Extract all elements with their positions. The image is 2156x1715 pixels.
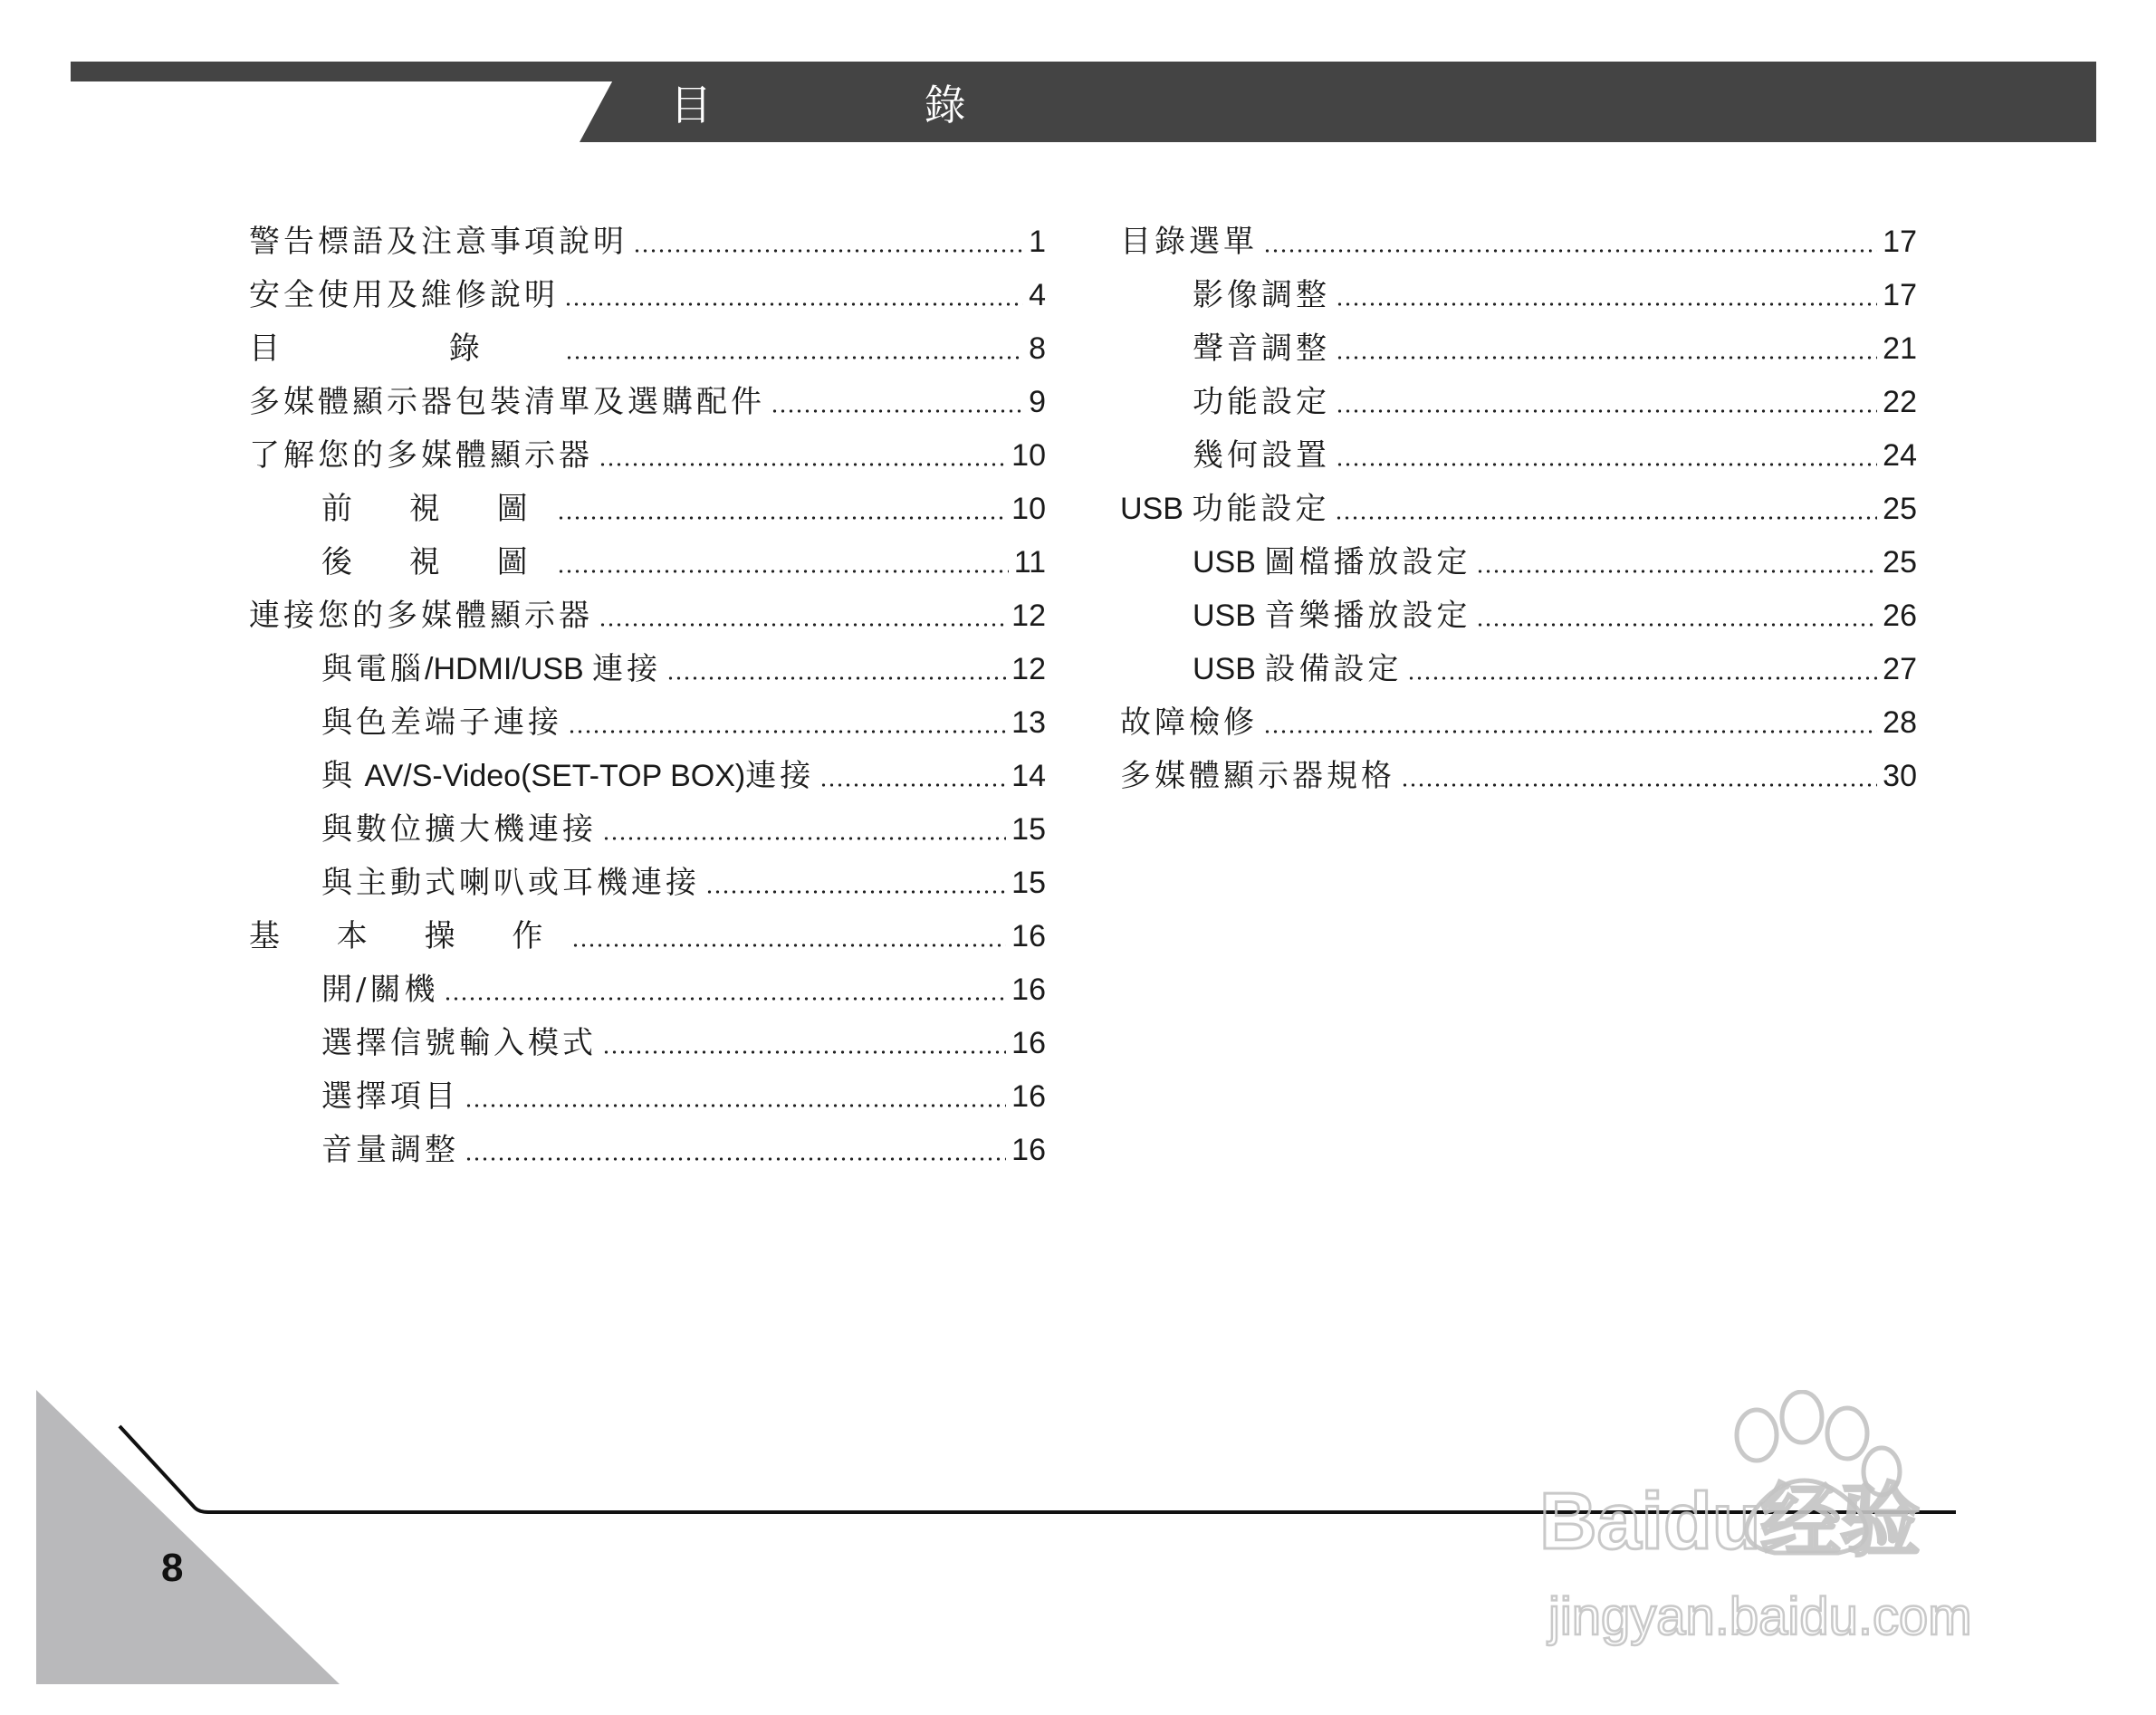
toc-leader-dots (1401, 783, 1877, 787)
toc-entry (249, 529, 1046, 582)
toc-entry-page: 17 (1883, 278, 1917, 312)
toc-entry-page: 1 (1029, 225, 1046, 259)
toc-entry-label: 安全使用及維修說明 (249, 277, 559, 313)
toc-leader-dots (1336, 463, 1877, 466)
toc-entry-label: USB 設備設定 (1193, 651, 1403, 687)
toc-entry-page: 14 (1011, 759, 1046, 793)
toc-leader-dots (1263, 730, 1877, 733)
toc-leader-dots (602, 837, 1006, 840)
watermark-logo-text: Baidu经验 (1539, 1476, 1921, 1566)
toc-entry (249, 475, 1046, 529)
toc-entry-page: 21 (1883, 331, 1917, 366)
toc-entry (249, 208, 1046, 262)
toc-entry-page: 12 (1011, 599, 1046, 633)
toc-leader-dots (1263, 249, 1877, 253)
toc-leader-dots (1407, 676, 1877, 680)
toc-entry-label: 多媒體顯示器規格 (1120, 758, 1395, 794)
toc-entry (1120, 422, 1917, 475)
toc-entry-label: 功能設定 (1193, 384, 1330, 420)
toc-entry-label: 選擇信號輸入模式 (321, 1025, 597, 1061)
toc-label-latin-run: USB (1193, 599, 1265, 633)
toc-entry-label: 聲音調整 (1193, 331, 1330, 367)
toc-leader-dots (633, 249, 1023, 253)
toc-entry-label: 了解您的多媒體顯示器 (249, 437, 593, 474)
toc-leader-dots (771, 409, 1023, 413)
header-accent-bar (71, 62, 650, 81)
toc-entry-label: 與主動式喇叭或耳機連接 (321, 865, 700, 901)
toc-entry (1120, 315, 1917, 369)
toc-leader-dots (465, 1157, 1006, 1161)
toc-entry-page: 4 (1029, 278, 1046, 312)
toc-entry (249, 956, 1046, 1010)
toc-entry (1120, 369, 1917, 422)
toc-leader-dots (1336, 356, 1877, 359)
toc-entry-page: 9 (1029, 385, 1046, 419)
toc-entry (249, 315, 1046, 369)
toc-entry-label: 開/關機 (321, 972, 439, 1008)
page-number: 8 (161, 1546, 184, 1590)
toc-label-latin-run: AV/S-Video(SET-TOP BOX) (356, 759, 746, 793)
toc-label-latin-run: USB (1193, 545, 1265, 580)
toc-leader-dots (599, 463, 1006, 466)
toc-leader-dots (465, 1104, 1006, 1107)
toc-entry (249, 796, 1046, 849)
toc-leader-dots (571, 944, 1006, 947)
toc-entry-page: 15 (1011, 812, 1046, 847)
toc-entry (249, 743, 1046, 796)
toc-entry (1120, 689, 1917, 743)
toc-label-latin-run: USB (1193, 652, 1265, 686)
toc-entry-page: 10 (1011, 438, 1046, 473)
toc-entry-label: 故障檢修 (1120, 704, 1258, 741)
toc-leader-dots (1336, 302, 1877, 306)
toc-entry-page: 30 (1883, 759, 1917, 793)
toc-leader-dots (444, 997, 1006, 1001)
toc-entry (249, 582, 1046, 636)
toc-leader-dots (557, 516, 1007, 520)
toc-entry-label: 基 本 操 作 (249, 918, 567, 954)
toc-entry (1120, 582, 1917, 636)
toc-entry-label: 與色差端子連接 (321, 704, 562, 741)
toc-entry-page: 28 (1883, 705, 1917, 740)
toc-entry-page: 25 (1883, 492, 1917, 526)
toc-entry (249, 903, 1046, 956)
toc-leader-dots (565, 356, 1023, 359)
toc-entry (1120, 475, 1917, 529)
toc-leader-dots (564, 302, 1023, 306)
toc-leader-dots (557, 570, 1009, 573)
toc-entry-page: 11 (1013, 545, 1046, 580)
toc-entry (249, 1010, 1046, 1063)
toc-entry-label: 影像調整 (1193, 277, 1330, 313)
toc-entry-page: 16 (1011, 919, 1046, 953)
toc-entry-page: 16 (1011, 1026, 1046, 1060)
toc-entry-page: 16 (1011, 1133, 1046, 1167)
toc-entry (1120, 636, 1917, 689)
toc-entry-label: 後 視 圖 (321, 544, 551, 580)
toc-entry (1120, 208, 1917, 262)
toc-entry-label: 多媒體顯示器包裝清單及選購配件 (249, 384, 765, 420)
toc-entry (249, 849, 1046, 903)
toc-entry (249, 1063, 1046, 1116)
toc-entry (1120, 262, 1917, 315)
baidu-watermark (1530, 1390, 2055, 1662)
toc-entry-label: USB 功能設定 (1120, 491, 1330, 527)
toc-entry (1120, 743, 1917, 796)
toc-entry-label: 選擇項目 (321, 1078, 459, 1115)
toc-entry-label: 幾何設置 (1193, 437, 1330, 474)
toc-entry (249, 636, 1046, 689)
toc-entry-page: 16 (1011, 1079, 1046, 1114)
toc-leader-dots (602, 1050, 1006, 1054)
toc-leader-dots (666, 676, 1006, 680)
toc-entry-page: 17 (1883, 225, 1917, 259)
toc-label-latin-run: /HDMI/USB (425, 652, 593, 686)
toc-entry-label: USB 圖檔播放設定 (1193, 544, 1471, 580)
toc-leader-dots (599, 623, 1006, 627)
toc-entry-page: 26 (1883, 599, 1917, 633)
toc-entry-label: 與數位擴大機連接 (321, 811, 597, 848)
toc-leader-dots (1476, 623, 1877, 627)
toc-entry (249, 422, 1046, 475)
page-title: 目 錄 (670, 81, 1066, 129)
toc-entry-page: 24 (1883, 438, 1917, 473)
toc-entry (249, 369, 1046, 422)
toc-entry (249, 689, 1046, 743)
toc-label-latin-run: USB (1120, 492, 1193, 526)
toc-entry-page: 13 (1011, 705, 1046, 740)
toc-entry-label: 前 視 圖 (321, 491, 551, 527)
toc-entry-page: 10 (1011, 492, 1046, 526)
toc-entry-label: 連接您的多媒體顯示器 (249, 598, 593, 634)
toc-entry-page: 15 (1011, 866, 1046, 900)
toc-leader-dots (568, 730, 1006, 733)
toc-leader-dots (1336, 409, 1877, 413)
toc-entry-label: 與 AV/S-Video(SET-TOP BOX)連接 (321, 758, 815, 794)
toc-entry (249, 1116, 1046, 1170)
toc-entry-label: 音量調整 (321, 1132, 459, 1168)
toc-entry-page: 12 (1011, 652, 1046, 686)
toc-leader-dots (1476, 570, 1877, 573)
toc-leader-dots (1335, 516, 1877, 520)
toc-leader-dots (705, 890, 1006, 894)
toc-entry-page: 16 (1011, 972, 1046, 1007)
toc-entry-page: 27 (1883, 652, 1917, 686)
toc-entry-label: USB 音樂播放設定 (1193, 598, 1471, 634)
toc-entry-page: 8 (1029, 331, 1046, 366)
toc-entry (249, 262, 1046, 315)
toc-leader-dots (819, 783, 1006, 787)
toc-entry-label: 目錄選單 (1120, 224, 1258, 260)
watermark-url-text: jingyan.baidu.com (1548, 1587, 1972, 1646)
toc-entry-label: 目 錄 (249, 331, 560, 367)
toc-column-right (1120, 208, 1917, 796)
toc-entry (1120, 529, 1917, 582)
toc-entry-page: 25 (1883, 545, 1917, 580)
toc-entry-label: 與電腦/HDMI/USB 連接 (321, 651, 662, 687)
toc-entry-page: 22 (1883, 385, 1917, 419)
toc-column-left (249, 208, 1046, 1170)
toc-entry-label: 警告標語及注意事項說明 (249, 224, 628, 260)
